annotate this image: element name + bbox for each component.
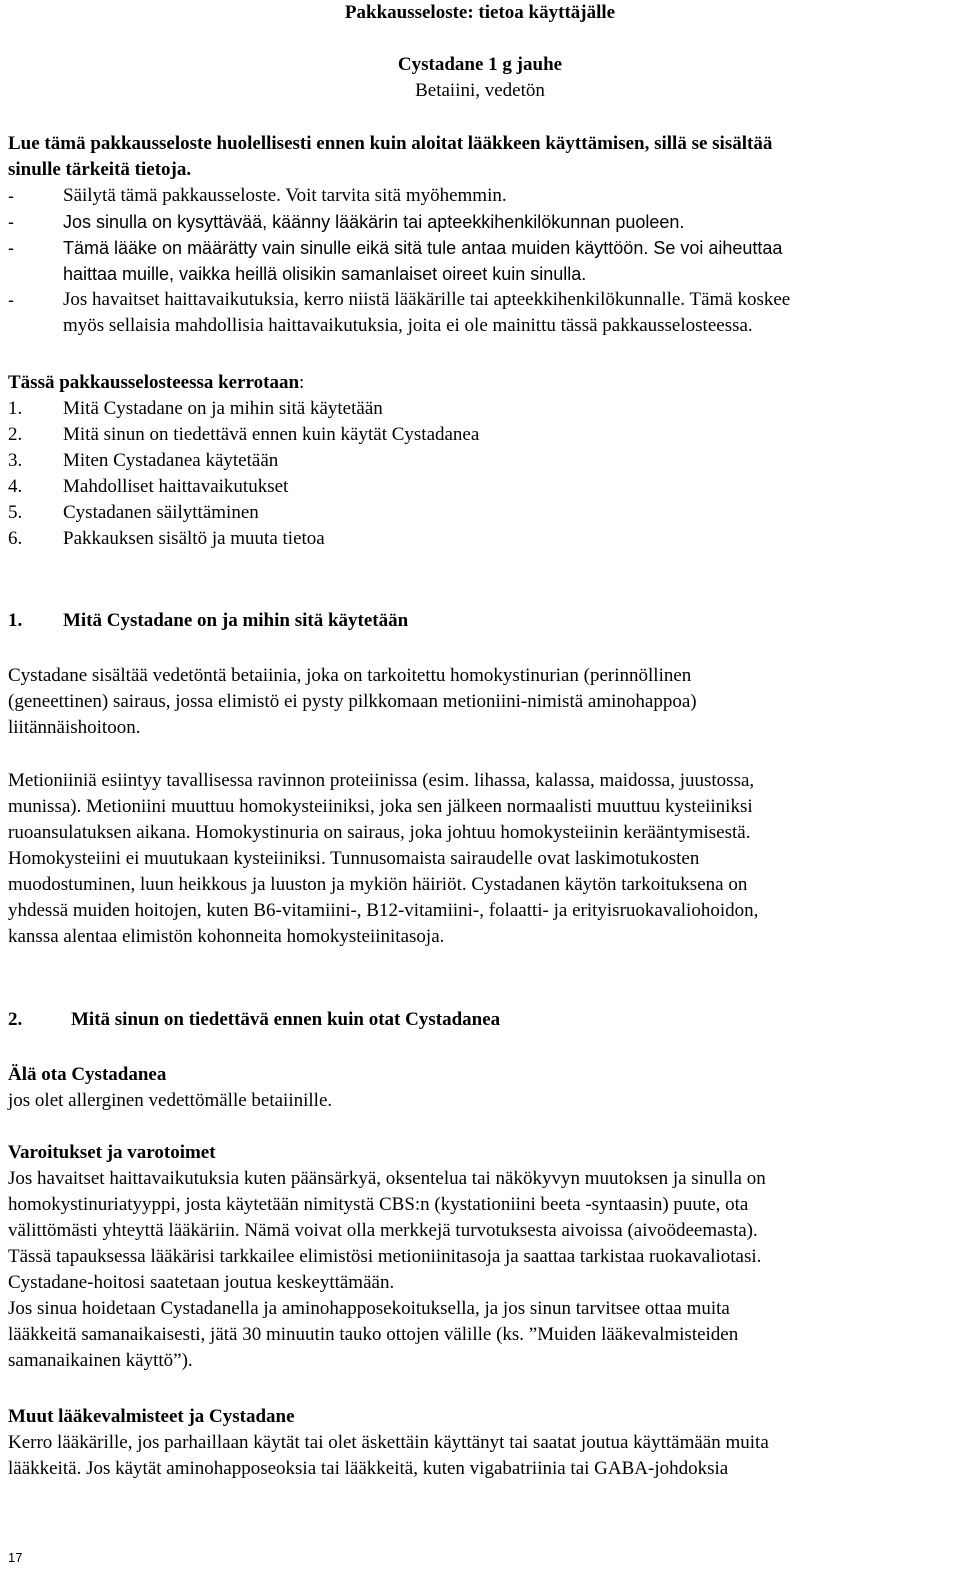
toc-item-text: Mitä Cystadane on ja mihin sitä käytetään (63, 398, 383, 419)
bullet-text: Säilytä tämä pakkausseloste. Voit tarvita sitä myöhemmin. (63, 185, 507, 206)
section-title: Mitä sinun on tiedettävä ennen kuin otat Cystadanea (71, 1009, 501, 1030)
do-not-take-text: jos olet allerginen vedettömälle betaiinille. (8, 1090, 333, 1111)
paragraph-line: Cystadane sisältää vedetöntä betaiinia, joka on tarkoitettu homokystinurian (perinnöllinen (8, 665, 692, 686)
toc-item-number: 2. (8, 424, 23, 445)
paragraph-line: lääkkeitä. Jos käytät aminohapposeoksia tai lääkkeitä, kuten vigabatriinia tai GABA-johdoksia (8, 1458, 729, 1479)
section-title: Mitä Cystadane on ja mihin sitä käytetään (63, 610, 409, 631)
paragraph-line: Jos havaitset haittavaikutuksia kuten päänsärkyä, oksentelua tai näkökyvyn muutoksen ja sinulla on (8, 1168, 766, 1189)
toc-item-text: Mahdolliset haittavaikutukset (63, 476, 289, 497)
section-number: 1. (8, 610, 23, 631)
bullet-dash: - (8, 290, 14, 310)
paragraph-line: Homokysteiini ei muutukaan kysteiiniksi. Tunnusomaista sairaudelle ovat laskimotukosten (8, 848, 700, 869)
paragraph-line: lääkkeitä samanaikaisesti, jätä 30 minuutin tauko ottojen välille (ks. ”Muiden lääkevalmisteiden (8, 1324, 739, 1345)
paragraph-line: Metioniiniä esiintyy tavallisessa ravinnon proteiinissa (esim. lihassa, kalassa, maidossa, juustossa, (8, 770, 755, 791)
toc-item-number: 6. (8, 528, 23, 549)
paragraph-line: muodostuminen, luun heikkous ja luuston ja mykiön häiriöt. Cystadanen käytön tarkoituksena on (8, 874, 748, 895)
paragraph-line: samanaikainen käyttö”). (8, 1350, 193, 1371)
paragraph-line: välittömästi yhteyttä lääkäriin. Nämä voivat olla merkkejä turvotuksesta aivoissa (aivoödeemasta). (8, 1220, 758, 1241)
bullet-dash: - (8, 212, 14, 232)
toc-heading-colon: : (299, 372, 305, 393)
paragraph-line: liitännäishoitoon. (8, 717, 141, 738)
toc-item-text: Cystadanen säilyttäminen (63, 502, 259, 523)
other-medicines-heading: Muut lääkevalmisteet ja Cystadane (8, 1406, 295, 1427)
toc-item-number: 1. (8, 398, 23, 419)
paragraph-line: homokystinuriatyyppi, josta käytetään nimitystä CBS:n (kystationiini beeta -syntaasin) puute, ota (8, 1194, 749, 1215)
toc-item-number: 4. (8, 476, 23, 497)
bullet-text-continued: haittaa muille, vaikka heillä olisikin samanlaiset oireet kuin sinulla. (63, 264, 587, 284)
page-number: 17 (8, 1550, 23, 1565)
bullet-text-continued: myös sellaisia mahdollisia haittavaikutuksia, joita ei ole mainittu tässä pakkausselosteessa. (63, 315, 753, 336)
read-warning-line-1: Lue tämä pakkausseloste huolellisesti ennen kuin aloitat lääkkeen käyttämisen, sillä se sisältää (8, 133, 773, 154)
bullet-text: Jos havaitset haittavaikutuksia, kerro niistä lääkärille tai apteekkihenkilökunnalle. Tämä koskee (63, 289, 791, 310)
read-warning-line-2: sinulle tärkeitä tietoja. (8, 159, 192, 180)
toc-item-number: 3. (8, 450, 23, 471)
paragraph-line: Cystadane-hoitosi saatetaan joutua keskeyttämään. (8, 1272, 395, 1293)
paragraph-line: Tässä tapauksessa lääkärisi tarkkailee elimistösi metioniinitasoja ja saattaa tarkistaa ruokavaliotasi. (8, 1246, 762, 1267)
toc-item-text: Pakkauksen sisältö ja muuta tietoa (63, 528, 325, 549)
toc-heading-text: Tässä pakkausselosteessa kerrotaan (8, 372, 300, 393)
warnings-heading: Varoitukset ja varotoimet (8, 1142, 216, 1163)
paragraph-line: kanssa alentaa elimistön kohonneita homokysteiinitasoja. (8, 926, 445, 947)
toc-heading (8, 370, 304, 396)
active-substance: Betaiini, vedetön (415, 80, 545, 101)
page-title: Pakkausseloste: tietoa käyttäjälle (344, 2, 616, 23)
toc-item-text: Miten Cystadanea käytetään (63, 450, 279, 471)
paragraph-line: (geneettinen) sairaus, jossa elimistö ei pysty pilkkomaan metioniini-nimistä aminohappoa) (8, 691, 697, 712)
bullet-dash: - (8, 238, 14, 258)
toc-item-number: 5. (8, 502, 23, 523)
bullet-dash: - (8, 186, 14, 206)
paragraph-line: ruoansulatuksen aikana. Homokystinuria on sairaus, joka johtuu homokysteiinin kerääntymisestä. (8, 822, 751, 843)
do-not-take-heading: Älä ota Cystadanea (8, 1064, 167, 1085)
paragraph-line: yhdessä muiden hoitojen, kuten B6-vitamiini-, B12-vitamiini-, folaatti- ja erityisruokavaliohoidon, (8, 900, 759, 921)
paragraph-line: munissa). Metioniini muuttuu homokysteiiniksi, joka sen jälkeen normaalisti muuttuu kysteiiniksi (8, 796, 753, 817)
paragraph-line: Jos sinua hoidetaan Cystadanella ja aminohapposekoituksella, ja jos sinun tarvitsee ottaa muita (8, 1298, 730, 1319)
product-name: Cystadane 1 g jauhe (397, 54, 563, 75)
bullet-text: Jos sinulla on kysyttävää, käänny lääkärin tai apteekkihenkilökunnan puoleen. (63, 212, 685, 232)
section-number: 2. (8, 1009, 23, 1030)
toc-item-text: Mitä sinun on tiedettävä ennen kuin käytät Cystadanea (63, 424, 480, 445)
bullet-text: Tämä lääke on määrätty vain sinulle eikä sitä tule antaa muiden käyttöön. Se voi aiheuttaa (63, 238, 783, 258)
paragraph-line: Kerro lääkärille, jos parhaillaan käytät tai olet äskettäin käyttänyt tai saatat joutua käyttämään muita (8, 1432, 769, 1453)
